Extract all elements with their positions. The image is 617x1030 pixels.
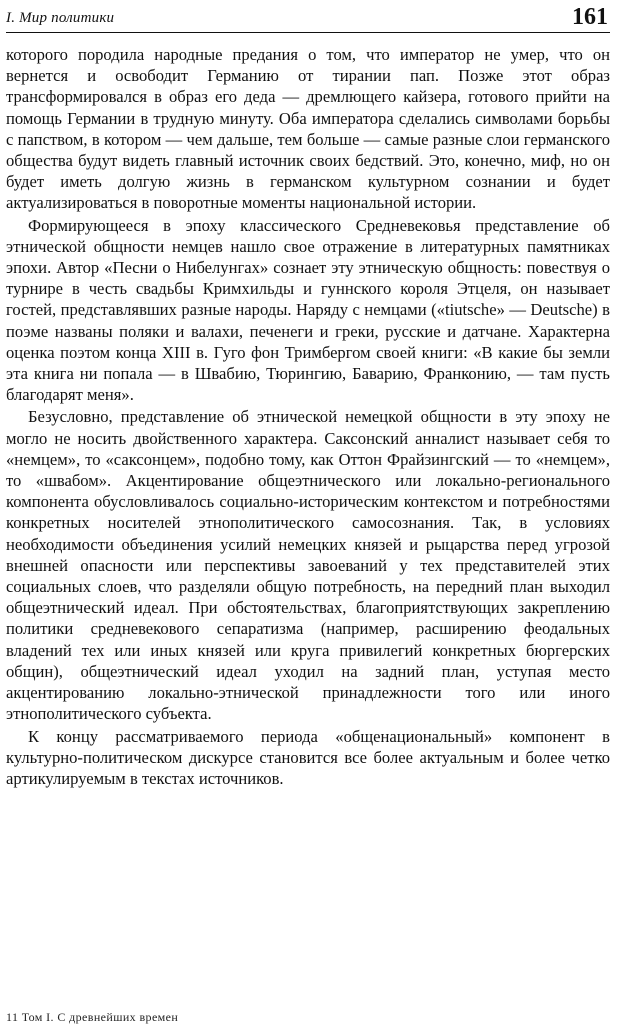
paragraph: Формирующееся в эпоху классического Средневековья представление об этнической общности немцев нашло свое отражение в литературных памятниках эпохи. Автор «Песни о Нибелунгах» сознает эту этническую общность: повествуя о турнире в честь свадьбы Кримхильды и гуннского короля Этцеля, он называет гостей, представлявших разные народы. Наряду с немцами («tiutsche» — Deutsche) в поэме названы поляки и валахи, печенеги и греки, русские и датчане. Характерна оценка поэтом конца XIII в. Гуго фон Тримбергом своей книги: «В какие бы земли эта книга ни попала — в Швабию, Тюрингию, Баварию, Франконию, — там пусть благодарят меня». — [6, 215, 610, 405]
header-rule — [6, 32, 610, 33]
section-title: I. Мир политики — [6, 10, 115, 26]
body-text — [6, 44, 610, 789]
running-head — [6, 4, 610, 32]
signature-mark: 11 Том I. С древнейших времен — [6, 1010, 179, 1024]
paragraph: которого породила народные предания о том, что император не умер, что он вернется и освободит Германию от тирании пап. Позже этот образ трансформировался в образ его деда — дремлющего кайзера, готового прийти на помощь Германии в трудную минуту. Оба императора сделались символами борьбы с папством, в котором — чем дальше, тем больше — самые разные слои германского общества будут видеть главный источник своих бедствий. Это, конечно, миф, но он будет иметь долгую жизнь в германском культурном сознании и будет актуализироваться в поворотные моменты национальной истории. — [6, 45, 610, 213]
paragraph: Безусловно, представление об этнической немецкой общности в эту эпоху не могло не носить двойственного характера. Саксонский анналист называет себя то «немцем», то «саксонцем», подобно тому, как Оттон Фрайзингский — то «немцем», то «швабом». Акцентирование общеэтнического или локально-регионального компонента обусловливалось социально-историческим контекстом и потребностями конкретных носителей этнополитического самосознания. Так, в условиях необходимости объединения усилий немецких князей и рыцарства перед угрозой внешней опасности или перспективы завоеваний у тех представителей этих социальных слоев, что разделяли общую потребность, на передний план выходил общеэтнический идеал. При обстоятельствах, благоприятствующих закреплению политики средневекового сепаратизма (например, расширению феодальных владений тех или иных князей или круга привилегий конкретных бюргерских общин), общеэтнический идеал уходил на задний план, уступая место акцентированию локально-этнической принадлежности того или иного этнополитического субъекта. — [6, 407, 610, 724]
page-number: 161 — [572, 4, 608, 30]
paragraph: К концу рассматриваемого периода «общенациональный» компонент в культурно-политическом дискурсе становится все более актуальным и более четко артикулируемым в текстах источников. — [6, 726, 610, 788]
